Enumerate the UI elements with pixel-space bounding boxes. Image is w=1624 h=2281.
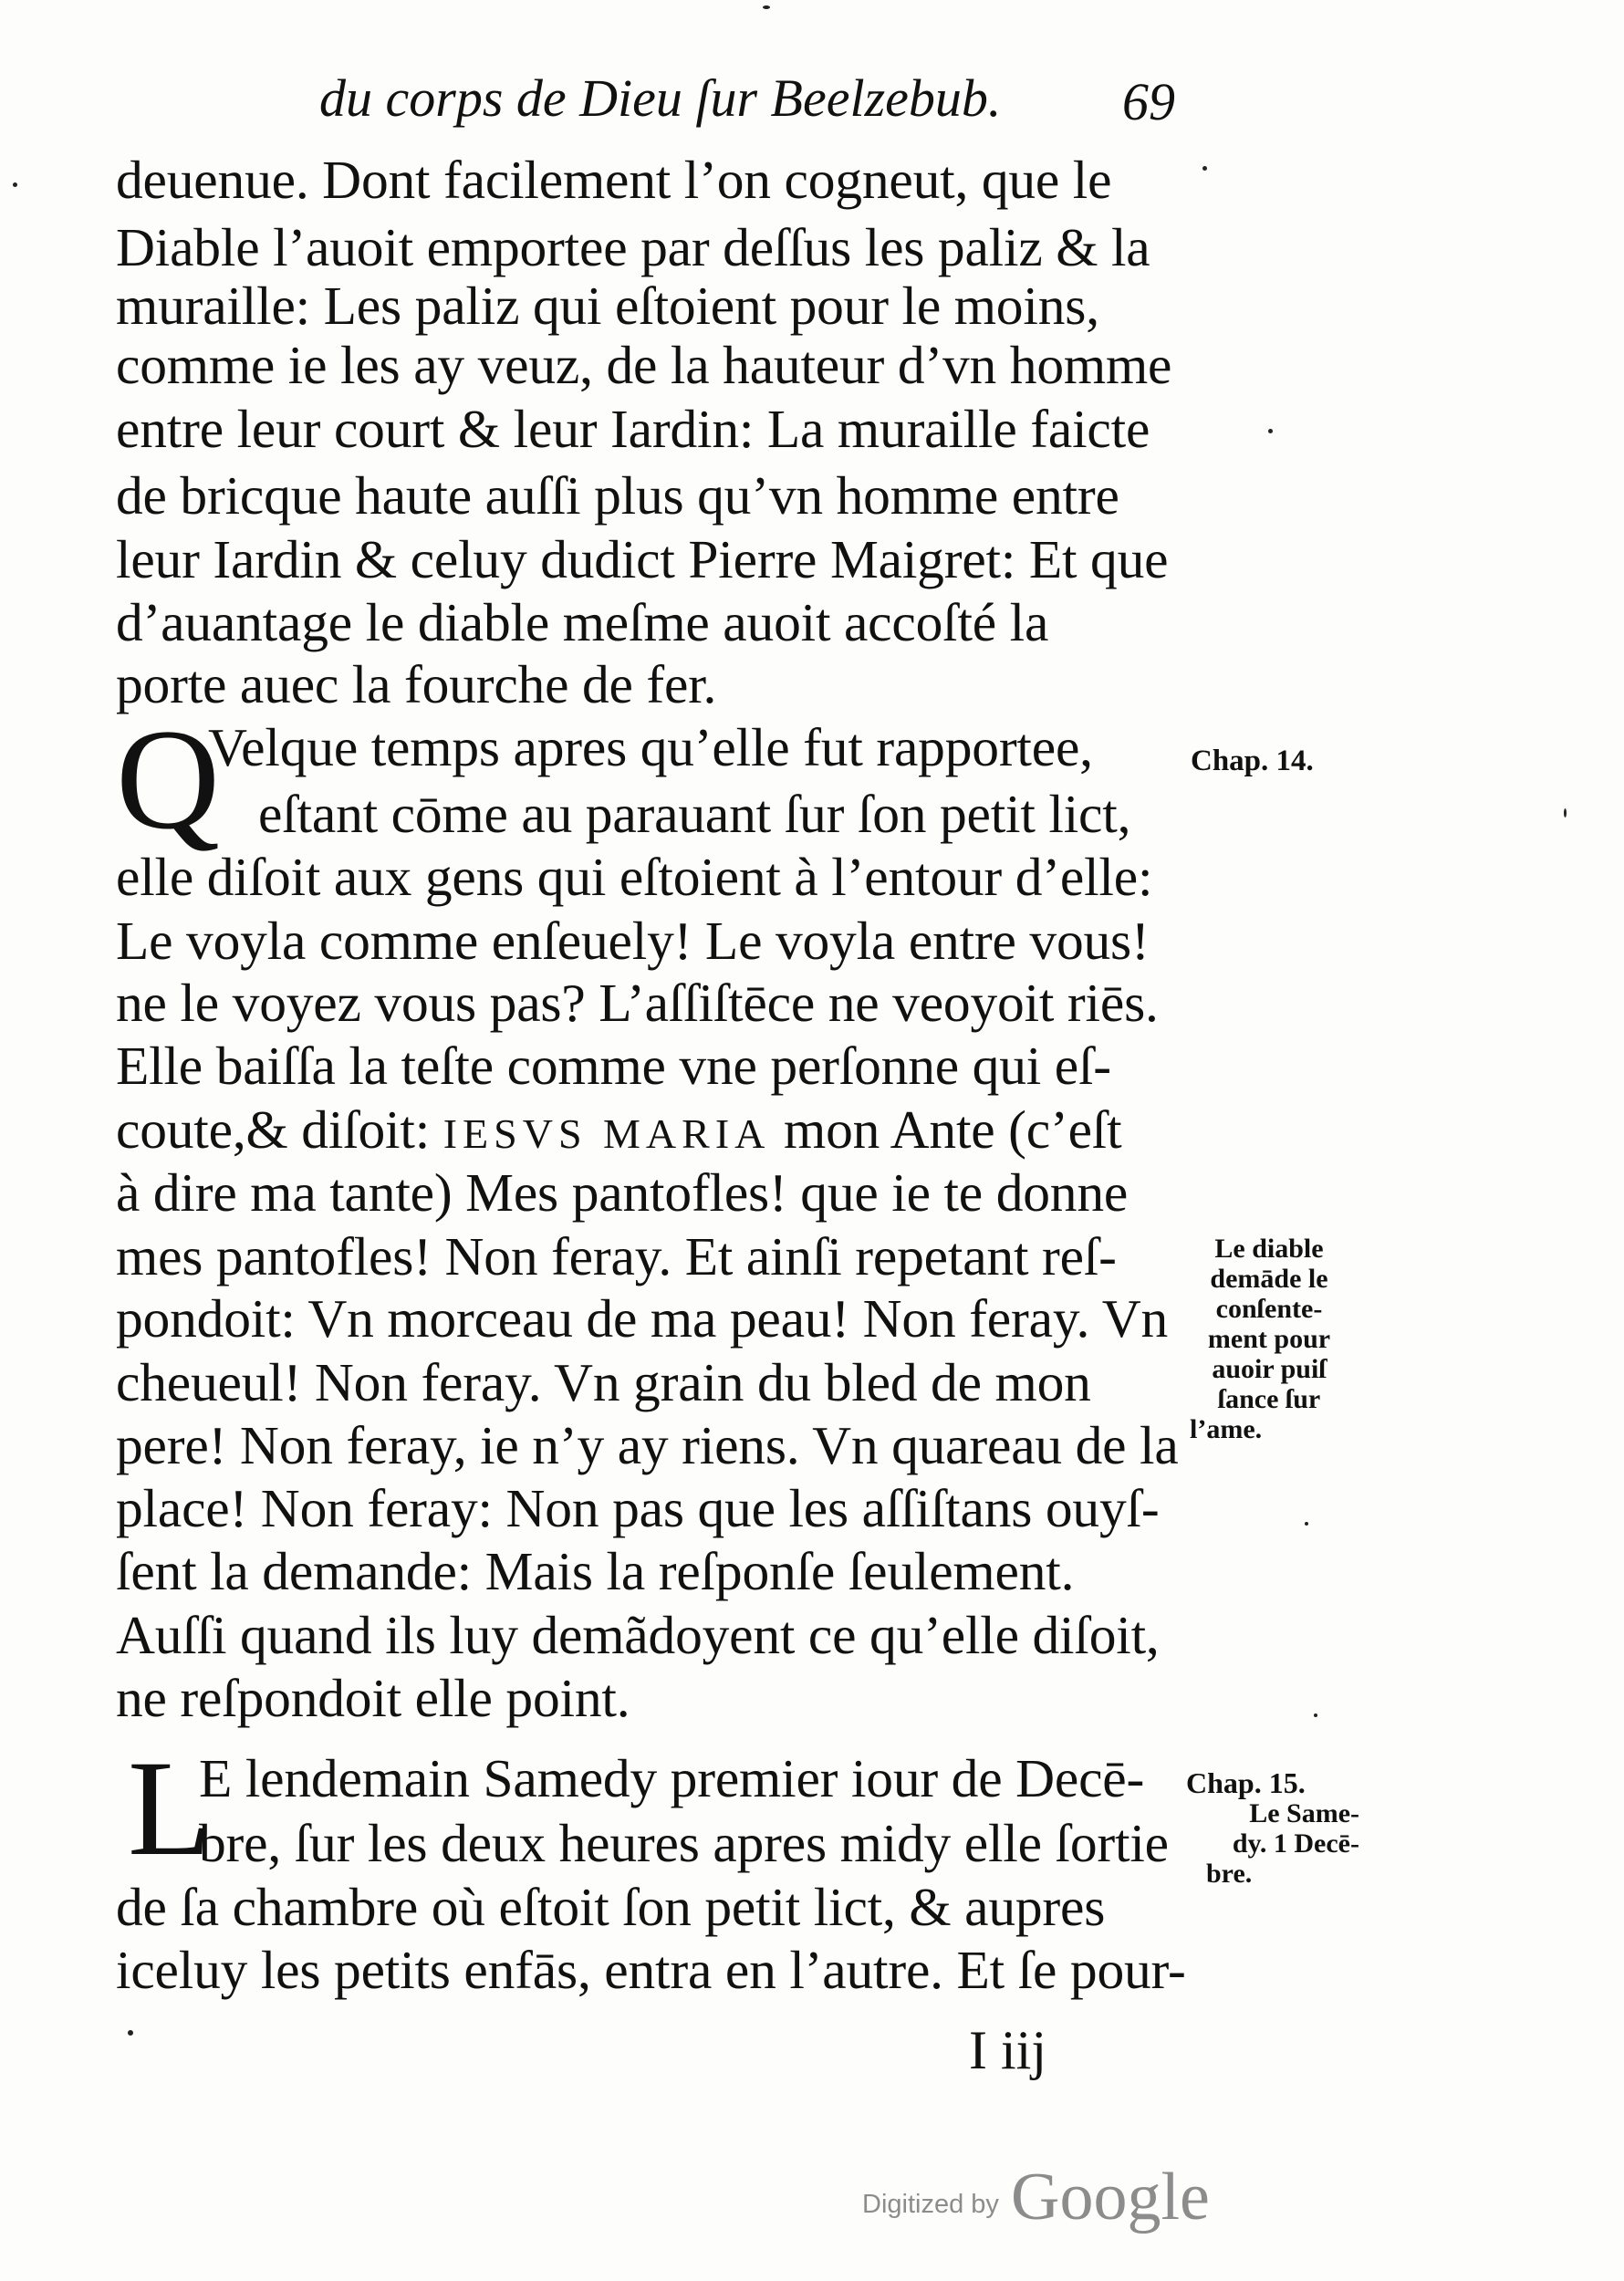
small-caps-name: IESVS MARIA <box>442 1110 771 1157</box>
text-line: de bricque haute auſſi plus qu’vn homme entre <box>116 465 1119 526</box>
ink-speck <box>1202 166 1207 171</box>
text-line: Le voyla comme enſeuely! Le voyla entre vous! <box>116 911 1150 971</box>
drop-cap-l: L <box>128 1733 212 1884</box>
margin-note-line: l’ame. <box>1190 1414 1263 1444</box>
margin-note-line: conſente- <box>1215 1294 1323 1324</box>
text-line: deuenue. Dont facilement l’on cogneut, que le <box>116 150 1112 210</box>
text-line <box>116 1096 1183 1168</box>
text-line: muraille: Les paliz qui eſtoient pour le moins, <box>116 276 1099 336</box>
watermark-prefix: Digitized by <box>862 2190 999 2219</box>
text-line: comme ie les ay veuz, de la hauteur d’vn homme <box>116 335 1172 395</box>
text-line: place! Non feray: Non pas que les aſſiſtans ouyſ- <box>116 1478 1160 1538</box>
drop-cap-q: Q <box>116 700 221 859</box>
margin-note-line: Le diable <box>1214 1234 1324 1264</box>
text-line: eſtant cōme au parauant ſur ſon petit lict, <box>258 784 1131 844</box>
signature-mark: I iij <box>969 2020 1046 2080</box>
margin-note-line: auoir puiſ <box>1212 1354 1327 1384</box>
text-line: Velque temps apres qu’elle fut rapportee, <box>208 717 1093 777</box>
text-line: iceluy les petits enfās, entra en l’autre. Et ſe pour- <box>116 1940 1186 2000</box>
ink-speck <box>1564 808 1567 818</box>
page-header <box>319 62 1232 135</box>
ink-speck <box>1305 1522 1308 1526</box>
margin-note-line: demāde le <box>1210 1264 1328 1294</box>
margin-note-line: ſance ſur <box>1217 1384 1321 1414</box>
google-logo: Google <box>1011 2160 1210 2234</box>
ink-speck <box>128 2030 133 2036</box>
ink-speck <box>1314 1713 1317 1717</box>
text-segment: coute,& diſoit: <box>116 1099 443 1160</box>
text-line: cheueul! Non feray. Vn grain du bled de mon <box>116 1352 1091 1412</box>
margin-note-line: dy. 1 Decē- <box>1232 1828 1359 1859</box>
running-title: du corps de Dieu ſur Beelzebub. <box>319 68 1002 128</box>
text-line: bre, ſur les deux heures apres midy elle ſortie <box>199 1813 1169 1873</box>
text-line: porte auec la fourche de fer. <box>116 654 717 714</box>
text-line: d’auantage le diable meſme auoit accoſté la <box>116 592 1049 652</box>
text-line: elle diſoit aux gens qui eſtoient à l’entour d’elle: <box>116 847 1153 907</box>
digitized-watermark <box>862 2159 1227 2232</box>
text-line: de ſa chambre où eſtoit ſon petit lict, & aupres <box>116 1877 1106 1937</box>
margin-note-line: ment pour <box>1207 1324 1331 1354</box>
text-line: ſent la demande: Mais la reſponſe ſeulement. <box>116 1541 1075 1601</box>
text-line: ne le voyez vous pas? L’aſſiſtēce ne veoyoit riēs. <box>116 973 1159 1033</box>
text-line: ne reſpondoit elle point. <box>116 1668 630 1728</box>
text-line: Diable l’auoit emportee par deſſus les paliz & la <box>116 217 1150 277</box>
text-line: Auſſi quand ils luy demãdoyent ce qu’elle diſoit, <box>116 1605 1160 1665</box>
text-line: Elle baiſſa la teſte comme vne perſonne qui eſ- <box>116 1036 1111 1096</box>
margin-note-line: Chap. 15. <box>1186 1766 1306 1799</box>
text-line: mes pantofles! Non feray. Et ainſi repetant reſ- <box>116 1226 1117 1286</box>
margin-note-chapter-15 <box>1186 1768 1359 1889</box>
ink-speck <box>763 5 770 9</box>
margin-note-chapter-14: Chap. 14. <box>1191 745 1314 777</box>
text-line: pondoit: Vn morceau de ma peau! Non feray. Vn <box>116 1288 1169 1349</box>
text-line: à dire ma tante) Mes pantofles! que ie te donne <box>116 1162 1129 1223</box>
text-line: E lendemain Samedy premier iour de Decē- <box>199 1748 1145 1808</box>
text-line: leur Iardin & celuy dudict Pierre Maigret: Et que <box>116 529 1169 589</box>
ink-speck <box>1268 429 1273 433</box>
margin-note-line: Le Same- <box>1249 1798 1359 1828</box>
ink-speck <box>13 182 17 187</box>
page-number: 69 <box>1122 72 1175 131</box>
text-line: entre leur court & leur Iardin: La muraille faicte <box>116 399 1150 459</box>
text-line: pere! Non feray, ie n’y ay riens. Vn quareau de la <box>116 1415 1179 1475</box>
margin-note-diable <box>1182 1234 1356 1444</box>
margin-note-line: bre. <box>1206 1859 1253 1889</box>
text-segment: mon Ante (c’eſt <box>770 1099 1122 1160</box>
